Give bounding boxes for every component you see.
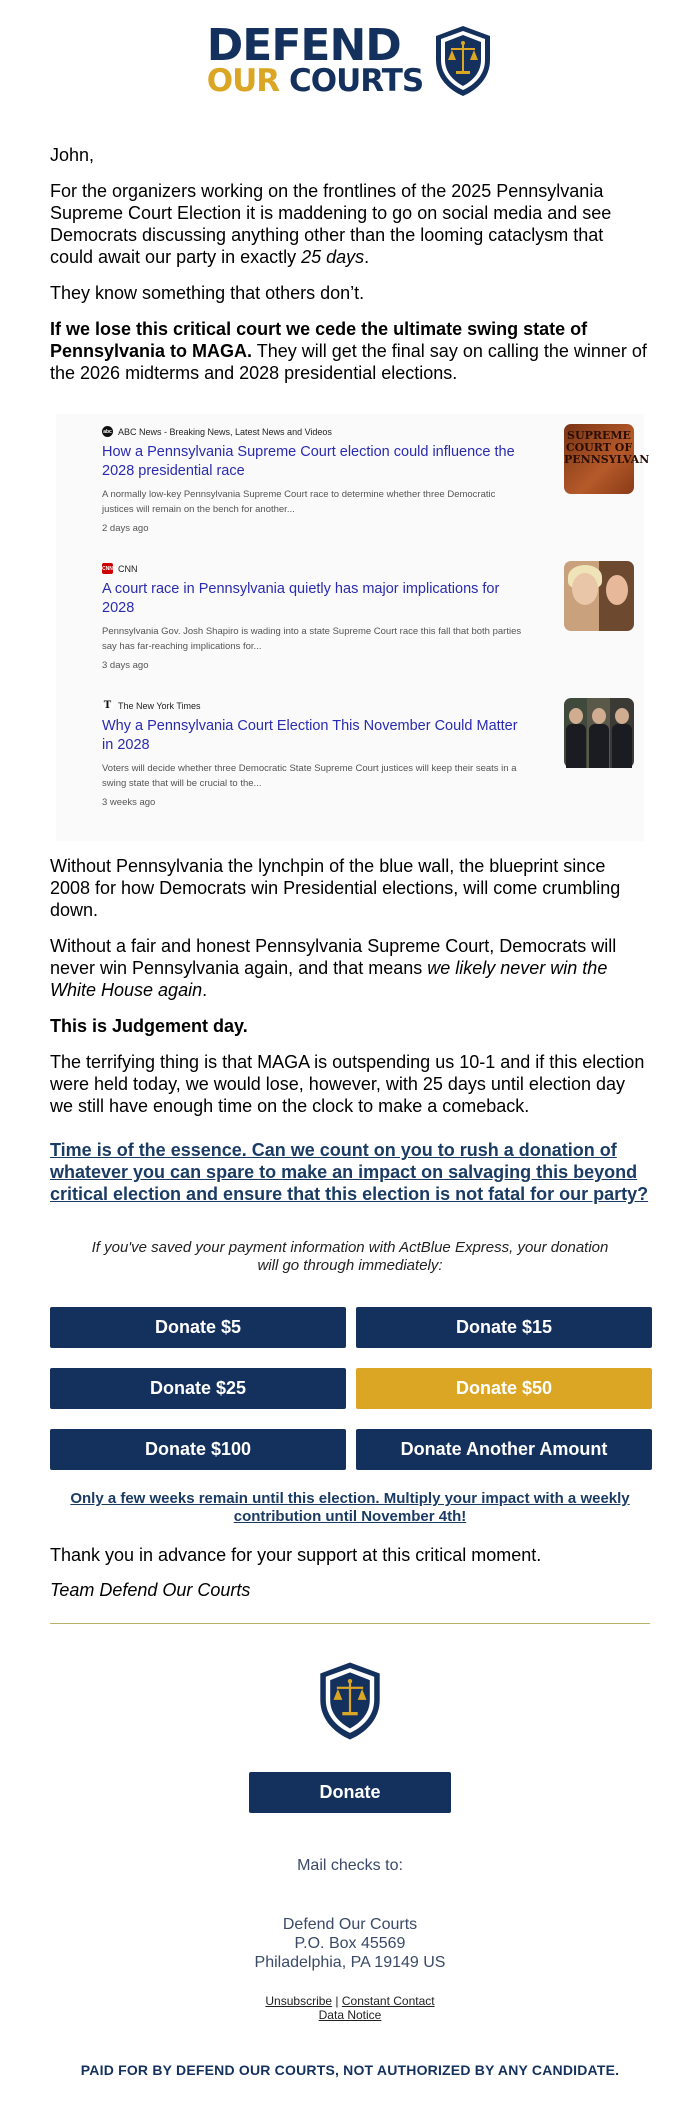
data-notice-link[interactable]: Data Notice [318, 2008, 382, 2022]
news-source [102, 700, 522, 711]
abc-news-icon: abc [102, 426, 113, 437]
donate-button-grid [50, 1307, 650, 1470]
logo-line-defend: DEFEND [206, 20, 401, 72]
weekly-contribution-link[interactable]: Only a few weeks remain until this election. Multiply your impact with a weekly contribution until November 4th! [70, 1490, 630, 1525]
p1-end: . [364, 247, 370, 267]
scales-shield-icon [317, 1660, 383, 1742]
news-age: 3 weeks ago [102, 797, 156, 808]
cnn-icon: CNN [102, 563, 113, 574]
news-description: Pennsylvania Gov. Josh Shapiro is wading into a state Supreme Court race this fall that both parties say has far-reaching implications for... [102, 626, 522, 652]
paragraph-3 [50, 318, 650, 384]
p1-text: For the organizers working on the frontlines of the 2025 Pennsylvania Supreme Court Election it is maddening to go on social media and see Democrats discussing anything other than the looming cataclysm that could await our party in exactly [50, 181, 612, 267]
address-line-3: Philadelphia, PA 19149 US [254, 1954, 446, 1971]
news-title[interactable]: A court race in Pennsylvania quietly has major implications for 2028 [102, 581, 500, 616]
paragraph-1 [50, 180, 650, 268]
p5-text: Without a fair and honest Pennsylvania Supreme Court, Democrats will never win Pennsylvania again, and that means [50, 936, 617, 978]
signature: Team Defend Our Courts [50, 1580, 251, 1600]
footer-divider [50, 1623, 650, 1624]
logo-line-our-courts [206, 63, 424, 100]
news-age: 3 days ago [102, 660, 149, 671]
news-source [102, 426, 522, 437]
news-description: Voters will decide whether three Democratic State Supreme Court justices will keep their seats in a swing state that will be crucial to the... [102, 763, 517, 789]
unsubscribe-link[interactable]: Unsubscribe [265, 1994, 333, 2008]
news-source-label: CNN [118, 563, 138, 574]
footer-donate-button[interactable]: Donate [249, 1772, 451, 1813]
paragraph-4: Without Pennsylvania the lynchpin of the blue wall, the blueprint since 2008 for how Democrats win Presidential elections, will come crumbling down. [50, 856, 621, 920]
news-description: A normally low-key Pennsylvania Supreme Court race to determine whether three Democratic justices will remain on the bench for another... [102, 489, 496, 515]
logo-courts: COURTS [288, 63, 424, 100]
news-title[interactable]: How a Pennsylvania Supreme Court election could influence the 2028 presidential race [102, 444, 515, 479]
news-source-label: ABC News - Breaking News, Latest News and Videos [118, 426, 332, 437]
news-item[interactable] [102, 698, 634, 835]
message-body-continued [0, 855, 700, 1470]
news-results-image[interactable] [56, 414, 650, 841]
news-source-label: The New York Times [118, 700, 201, 711]
p5-end: . [202, 980, 208, 1000]
justices-photo-thumbnail [564, 698, 634, 768]
mail-checks-label: Mail checks to: [297, 1857, 403, 1874]
news-title[interactable]: Why a Pennsylvania Court Election This November Could Matter in 2028 [102, 718, 518, 753]
paragraph-7: The terrifying thing is that MAGA is outspending us 10-1 and if this election were held today, we would lose, however, with 25 days until election day we still have enough time on the clock to make a comeback. [50, 1052, 645, 1116]
footer [0, 1660, 700, 2078]
news-age: 2 days ago [102, 523, 149, 534]
people-photo-thumbnail [564, 561, 634, 631]
footer-links [0, 1994, 700, 2022]
p1-emphasis: 25 days [301, 247, 365, 267]
logo-our: OUR [206, 63, 280, 100]
address-line-2: P.O. Box 45569 [294, 1935, 406, 1952]
message-body [0, 122, 700, 384]
p3-text: They will get the final say on calling the winner of the 2026 midterms and 2028 presidential elections. [50, 341, 647, 383]
news-item[interactable] [102, 561, 634, 698]
nyt-icon: T [103, 700, 112, 711]
donate-other-amount-button[interactable]: Donate Another Amount [356, 1429, 652, 1470]
link-separator: | [332, 1994, 342, 2008]
paragraph-6 [50, 1015, 650, 1037]
donate-5-button[interactable]: Donate $5 [50, 1307, 346, 1348]
address-line-1: Defend Our Courts [282, 1916, 418, 1933]
p6-bold: This is Judgement day. [50, 1016, 248, 1036]
paragraph-5 [50, 935, 650, 1001]
supreme-court-seal-thumbnail: SUPREME COURT OF PENNSYLVAN [564, 424, 634, 494]
constant-contact-link[interactable]: Constant Contact [341, 1994, 435, 2008]
scales-shield-icon [433, 24, 493, 98]
donation-appeal-link[interactable]: Time is of the essence. Can we count on you to rush a donation of whatever you can spare to make an impact on salvaging this beyond critical election and ensure that this election is not fatal for our party? [50, 1140, 649, 1204]
actblue-express-note: If you've saved your payment information with ActBlue Express, your donation will go through immediately: [91, 1239, 609, 1274]
p3-bold: If we lose this critical court we cede the ultimate swing state of Pennsylvania to MAGA. [50, 319, 588, 361]
p5-emphasis: we likely never win the White House again [50, 958, 608, 1000]
donate-100-button[interactable]: Donate $100 [50, 1429, 346, 1470]
logo-wordmark [206, 20, 424, 100]
closing [0, 1544, 700, 1624]
paid-for-disclaimer: PAID FOR BY DEFEND OUR COURTS, NOT AUTHORIZED BY ANY CANDIDATE. [80, 2062, 620, 2078]
news-source [102, 563, 522, 574]
logo[interactable] [0, 0, 700, 122]
donate-15-button[interactable]: Donate $15 [356, 1307, 652, 1348]
news-item[interactable] [102, 424, 650, 561]
paragraph-2: They know something that others don’t. [50, 283, 365, 303]
thank-you-text: Thank you in advance for your support at this critical moment. [50, 1545, 542, 1565]
donate-50-button[interactable]: Donate $50 [356, 1368, 652, 1409]
mailing-address [0, 1915, 700, 1972]
salutation: John, [50, 145, 95, 165]
donate-25-button[interactable]: Donate $25 [50, 1368, 346, 1409]
